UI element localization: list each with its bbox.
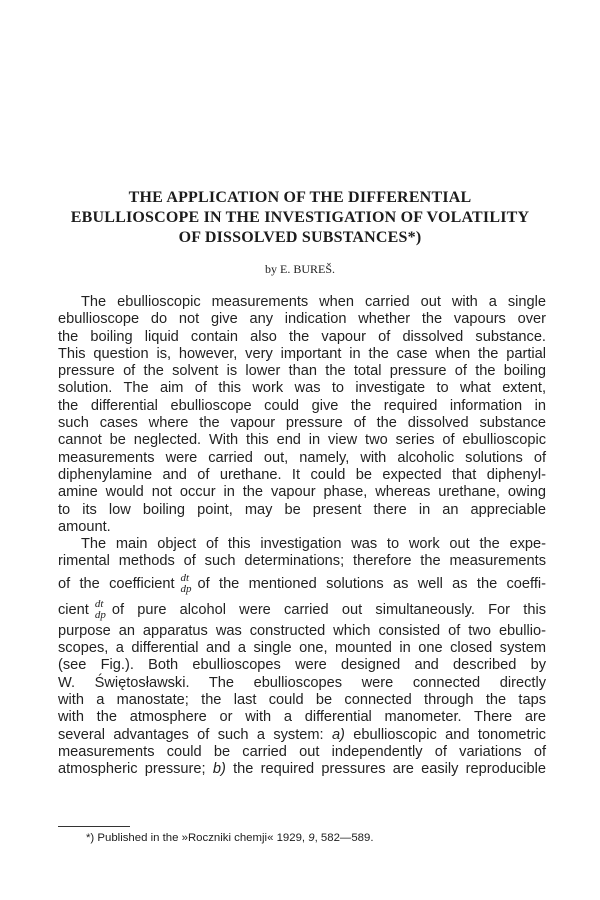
text-line: amount.	[58, 518, 111, 535]
fraction-dt-dp	[181, 573, 192, 595]
fraction-numerator: dt	[94, 597, 104, 610]
text-line: rimental methods of such determinations; therefore the measurements	[58, 553, 546, 570]
text-segment: several advantages of such a system:	[58, 726, 324, 743]
text-segment: cient	[58, 601, 89, 618]
text-line: scopes, a differential and a single one, mounted in one closed system	[58, 640, 546, 657]
text-line: amine would not occur in the vapour phase, whereas urethane, owing	[58, 484, 546, 501]
text-line: to its low boiling point, may be present there in an appreciable	[58, 501, 546, 518]
paper-title	[60, 188, 540, 248]
footnote-volume: 9	[308, 832, 315, 844]
text-line: the differential ebullioscope could give the required information in	[58, 397, 546, 414]
text-line-with-fraction	[58, 571, 546, 597]
text-line	[58, 727, 546, 744]
text-segment: of the mentioned solutions as well as the coeffi-	[197, 575, 546, 592]
footnote-text: *) Published in the »Roczniki chemji« 1929,	[86, 832, 306, 844]
fraction-denominator: dp	[180, 582, 192, 595]
text-line: diphenylamine and of urethane. It could be expected that diphenyl-	[58, 466, 546, 483]
text-line: measurements were carried out, namely, with alcoholic solutions of	[58, 449, 546, 466]
text-line-with-fraction	[58, 597, 546, 623]
body-text	[58, 294, 546, 778]
list-marker-a: a)	[331, 726, 345, 743]
footnote-separator	[58, 826, 130, 827]
title-line-3: OF DISSOLVED SUBSTANCES*)	[178, 229, 422, 246]
text-line: W. Świętosławski. The ebullioscopes were connected directly	[58, 674, 546, 691]
fraction-numerator: dt	[180, 571, 190, 584]
text-line: the boiling liquid contain also the vapour of dissolved substance.	[58, 328, 546, 345]
text-line: ebullioscope do not give any indication whether the vapours over	[58, 311, 546, 328]
list-marker-b: b)	[212, 761, 226, 778]
text-line: (see Fig.). Both ebullioscopes were designed and described by	[58, 657, 546, 674]
title-line-1: THE APPLICATION OF THE DIFFERENTIAL	[128, 189, 472, 206]
text-line: The main object of this investigation was to work out the expe-	[81, 536, 546, 553]
footnote	[86, 832, 374, 844]
text-segment: of pure alcohol were carried out simultaneously. For this	[111, 601, 546, 618]
text-line: with the atmosphere or with a differential manometer. There are	[58, 709, 546, 726]
text-line: measurements could be carried out independently of variations of	[58, 743, 546, 760]
text-line: The ebullioscopic measurements when carried out with a single	[81, 294, 546, 310]
text-segment: atmospheric pressure;	[58, 761, 206, 778]
text-line: with a manostate; the last could be connected through the taps	[58, 691, 546, 708]
text-segment: of the coefficient	[58, 575, 175, 592]
footnote-pages: , 582—589.	[314, 832, 374, 844]
fraction-denominator: dp	[94, 608, 106, 621]
text-segment: ebullioscopic and tonometric	[353, 726, 546, 743]
fraction-dt-dp	[95, 599, 106, 621]
text-line: purpose an apparatus was constructed which consisted of two ebullio-	[58, 622, 546, 639]
text-segment: the required pressures are easily reproducible	[233, 761, 546, 778]
author-byline: by E. BUREŠ.	[264, 262, 335, 276]
title-line-2: EBULLIOSCOPE IN THE INVESTIGATION OF VOLATILITY	[70, 209, 530, 226]
text-line: cannot be neglected. With this end in view two series of ebullioscopic	[58, 432, 546, 449]
text-line: This question is, however, very important in the case when the partial	[58, 345, 546, 362]
text-line: solution. The aim of this work was to investigate to what extent,	[58, 380, 546, 397]
text-line: pressure of the solvent is lower than the total pressure of the boiling	[58, 363, 546, 380]
text-line	[58, 761, 546, 778]
text-line: such cases where the vapour pressure of the dissolved substance	[58, 415, 546, 432]
